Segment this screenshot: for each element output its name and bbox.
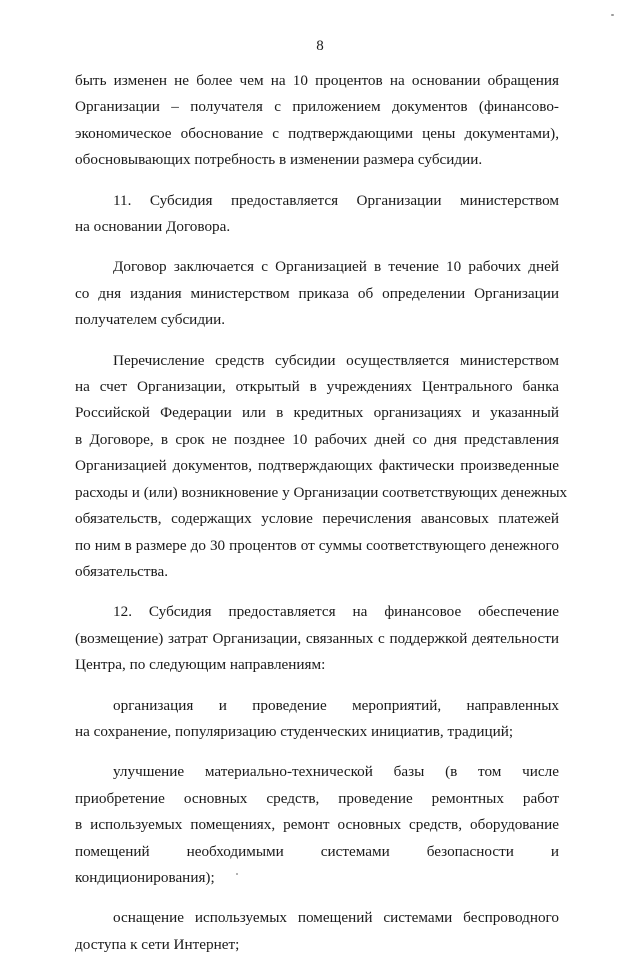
text-line: 11. Субсидия предоставляется Организации министерством	[113, 191, 559, 209]
paragraph-contract	[75, 254, 559, 333]
text-line: расходы и (или) возникновение у Организации соответствующих денежных	[75, 483, 568, 501]
text-line: (возмещение) затрат Организации, связанных с поддержкой деятельности	[75, 629, 559, 647]
scan-mark	[611, 14, 614, 16]
paragraph-direction-material-base	[75, 759, 559, 891]
text-line: со дня издания министерством приказа об определении Организации	[75, 284, 559, 302]
page-number: 8	[316, 38, 324, 54]
paragraph-direction-events	[75, 693, 559, 746]
paragraph-direction-internet	[75, 905, 559, 958]
text-line: кондиционирования);	[75, 868, 215, 886]
text-line: в Договоре, в срок не позднее 10 рабочих дней со дня представления	[75, 430, 559, 448]
scan-mark	[236, 873, 238, 875]
text-line: 12. Субсидия предоставляется на финансовое обеспечение	[113, 603, 559, 621]
text-line: на счет Организации, открытый в учреждениях Центрального банка	[75, 378, 559, 396]
text-line: Российской Федерации или в кредитных организациях и указанный	[75, 404, 559, 422]
text-line: обязательства.	[75, 562, 169, 580]
text-line: Перечисление средств субсидии осуществляется министерством	[113, 351, 559, 369]
text-line: на сохранение, популяризацию студенческих инициатив, традиций;	[75, 722, 514, 740]
text-line: доступа к сети Интернет;	[75, 935, 240, 953]
text-line: на основании Договора.	[75, 218, 231, 236]
text-line: обосновывающих потребность в изменении размера субсидии.	[75, 151, 483, 169]
paragraph-transfer	[75, 348, 568, 586]
document-body	[75, 68, 568, 958]
text-line: быть изменен не более чем на 10 процентов на основании обращения	[75, 72, 559, 89]
text-line: по ним в размере до 30 процентов от суммы соответствующего денежного	[75, 536, 559, 554]
paragraph-item-11	[75, 188, 559, 241]
text-line: улучшение материально-технической базы (в том числе	[113, 763, 559, 781]
text-line: в используемых помещениях, ремонт основных средств, оборудование	[75, 816, 559, 834]
paragraph-continuation	[75, 68, 559, 174]
text-line: Договор заключается с Организацией в течение 10 рабочих дней	[113, 258, 559, 276]
text-line: организация и проведение мероприятий, направленных	[113, 696, 559, 714]
text-line: получателем субсидии.	[75, 311, 226, 329]
text-line: Организации – получателя с приложением документов (финансово-	[75, 98, 559, 116]
text-line: Организацией документов, подтверждающих фактически произведенные	[75, 457, 559, 475]
text-line: оснащение используемых помещений системами беспроводного	[113, 909, 559, 927]
text-line: помещений необходимыми системами безопасности и	[75, 842, 559, 860]
text-line: обязательств, содержащих условие перечисления авансовых платежей	[75, 510, 559, 528]
text-line: Центра, по следующим направлениям:	[75, 656, 326, 674]
paragraph-item-12	[75, 599, 559, 678]
text-line: приобретение основных средств, проведение ремонтных работ	[75, 789, 559, 807]
text-line: экономическое обоснование с подтверждающими цены документами),	[75, 124, 559, 142]
